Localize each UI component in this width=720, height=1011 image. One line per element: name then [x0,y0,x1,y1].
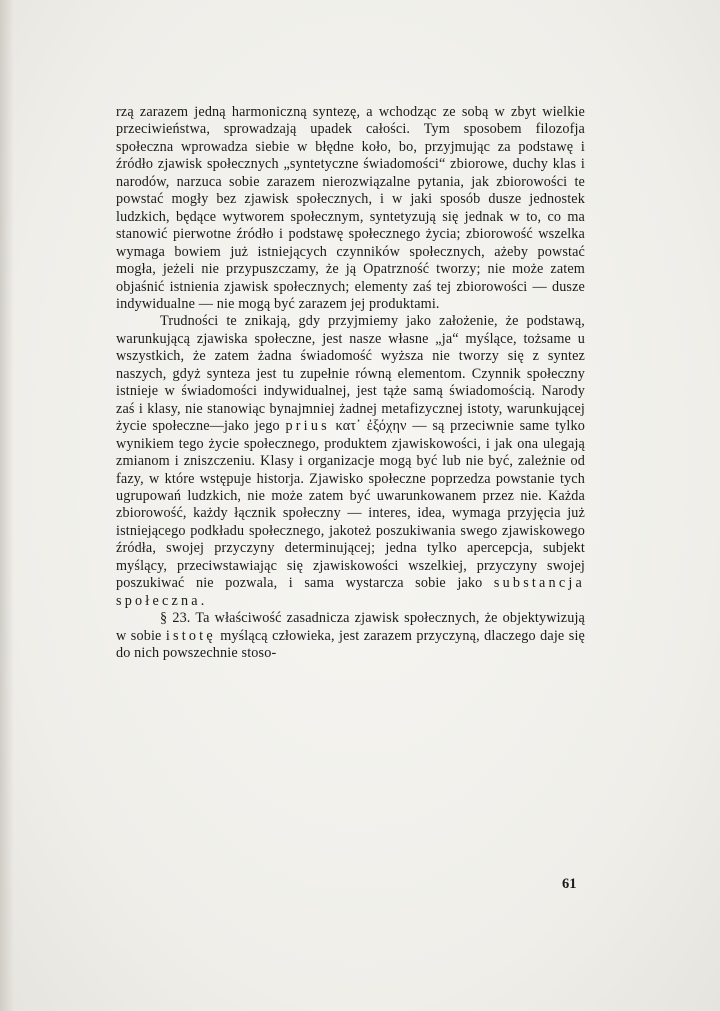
paragraph-2-text-a: Trudności te znikają, gdy przyjmiemy jako założenie, że podstawą, warunkującą zjawiska społeczne, jest nasze własne „ja“ myślące, tożsame u wszystkich, że zatem żadna świadomość wyższa nie tworzy się z syntez naszych, gdyż synteza jest tu zupełnie równą elementom. Czynnik społeczny istnieje w świadomości indywidualnej, jest tąże samą świadomością. Narody zaś i klasy, nie stanowiąc bynajmniej żadnej metafizycznej istoty, warunkującej życie społeczne—jako jego [116,313,585,435]
paragraph-2 [116,313,585,610]
page-edge-shadow [0,0,14,1011]
paragraph-3-text-b: myślącą człowieka, jest zarazem przyczyną, dlaczego daje się do nich powszechnie stoso- [116,627,585,662]
body-text [116,104,585,663]
paragraph-2-text-b: κατ᾽ ἐξόχην — są przeciwnie same tylko wynikiem tego życie społecznego, produktem zjawiskowości, i jak ona ulegają zmianom i zniszczeniu. Klasy i organizacje mogą być lub nie być, zależnie od fazy, w które wstępuje historja. Zjawisko społeczne poprzedza powstanie tych ugrupowań ludzkich, nie może zatem być uwarunkowanem przez nie. Każda zbiorowość, każdy łącznik społeczny — interes, idea, wymaga przyjęcia już istniejącego podkładu społecznego, jakoteż poszukiwania swego zjawiskowego źródła, swojej przyczyny determinującej; jedna tylko apercepcja, subjekt myślący, przeciwstawiając się zjawiskowości wszelkiej, przyczyny swojej poszukiwać nie pozwala, i sama wystarcza sobie jako [116,418,585,592]
paragraph-3 [116,610,585,662]
spaced-term-prius: prius [285,418,330,435]
paragraph-1 [116,104,585,313]
page-number: 61 [562,876,577,892]
paragraph-2-text-c: . [200,592,205,609]
spaced-term-istote: istotę [165,627,216,644]
paragraph-1-text: rzą zarazem jedną harmoniczną syntezę, a wchodząc ze sobą w zbyt wielkie przeciwieństwa, sprowadzają upadek całości. Tym sposobem filozofja społeczna wprowadza siebie w błędne koło, bo, przyjmując za podstawę i źródło zjawisk społecznych „syntetyczne świadomości“ zbiorowe, duchy klas i narodów, narzuca sobie zarazem nierozwiązalne pytania, jak zbiorowości te powstać mogły bez zjawisk społecznych, i w jaki sposób dusze jednostek ludzkich, będące wytworem społecznym, syntetyzują się jednak w to, co ma stanowić pierwotne źródło i podstawę społecznego życia; zbiorowość wszelka wymaga bowiem już istniejących czynników społecznych, ażeby powstać mogła, jeżeli nie przypuszczamy, że ją Opatrzność tworzy; nie może zatem objaśnić istnienia zjawisk społecznych; elementy zaś tej zbiorowości — dusze indywidualne — nie mogą być zarazem jej produktami. [116,104,585,312]
paragraph-3-text-a: § 23. Ta właściwość zasadnicza zjawisk społecznych, że objektywizują w sobie [116,610,585,644]
spaced-term-substancja: substancja społeczna [116,575,585,609]
